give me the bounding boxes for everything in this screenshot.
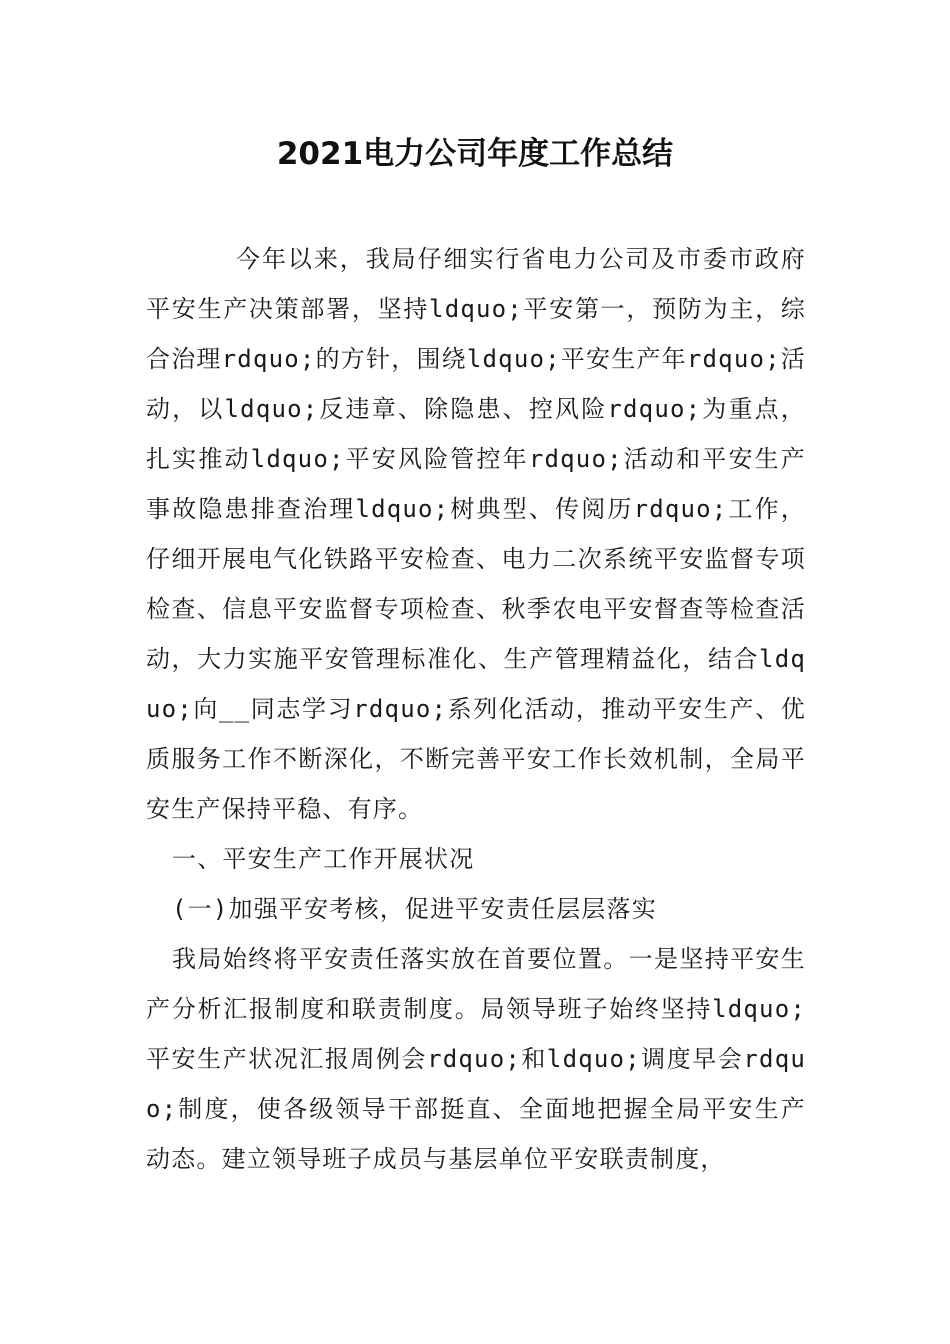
- document-body: [146, 234, 806, 1184]
- subsection-heading: (一)加强平安考核，促进平安责任层层落实: [172, 895, 657, 923]
- document-title: 2021电力公司年度工作总结: [276, 136, 674, 172]
- intro-paragraph: 今年以来，我局仔细实行省电力公司及市委市政府平安生产决策部署，坚持ldquo;平安第一，预防为主，综合治理rdquo;的方针，围绕ldquo;平安生产年rdquo;活动，以ldquo;反违章、除隐患、控风险rdquo;为重点，扎实推动ldquo;平安风险管控年rdquo;活动和平安生产事故隐患排查治理ldquo;树典型、传阅历rdquo;工作，仔细开展电气化铁路平安检查、电力二次系统平安监督专项检查、信息平安监督专项检查、秋季农电平安督查等检查活动，大力实施平安管理标准化、生产管理精益化，结合ldquo;向__同志学习rdquo;系列化活动，推动平安生产、优质服务工作不断深化，不断完善平安工作长效机制，全局平安生产保持平稳、有序。: [146, 245, 806, 823]
- body-paragraph: 我局始终将平安责任落实放在首要位置。一是坚持平安生产分析汇报制度和联责制度。局领导班子始终坚持ldquo;平安生产状况汇报周例会rdquo;和ldquo;调度早会rdquo;制度，使各级领导干部挺直、全面地把握全局平安生产动态。建立领导班子成员与基层单位平安联责制度，: [146, 945, 806, 1173]
- section-heading: 一、平安生产工作开展状况: [172, 845, 475, 873]
